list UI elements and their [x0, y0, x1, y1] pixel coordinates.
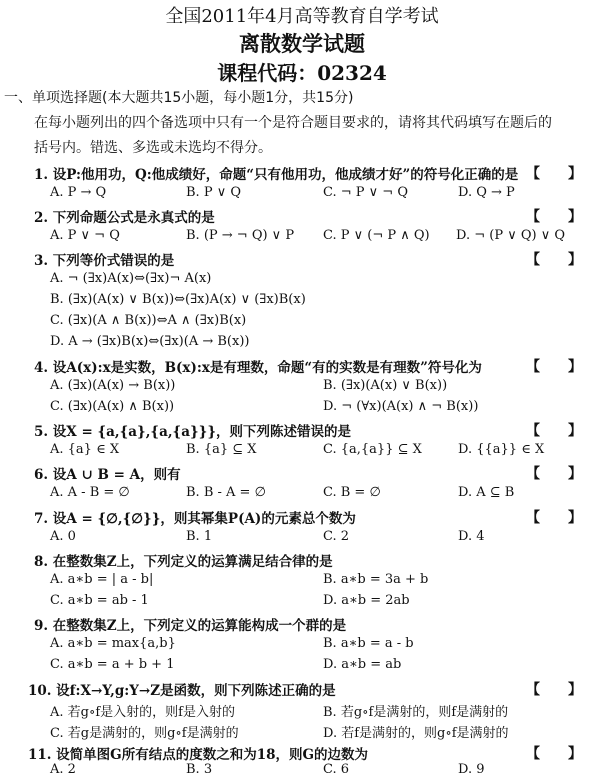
question-9-option-c: C. a∗b = a + b + 1 [50, 657, 175, 672]
question-6-stem: 6. 设A ∪ B = A，则有 [34, 467, 181, 483]
question-2-option-a: A. P ∨ ¬ Q [50, 228, 120, 243]
question-6-option-d: D. A ⊆ B [458, 485, 515, 500]
answer-bracket: 【 】 [526, 359, 582, 375]
question-9-option-a: A. a∗b = max{a,b} [50, 636, 176, 651]
question-6-option-b: B. B - A = ∅ [186, 485, 266, 500]
question-4-option-a: A. (∃x)(A(x) → B(x)) [50, 378, 176, 393]
question-9-option-b: B. a∗b = a - b [323, 636, 414, 651]
question-8-option-a: A. a∗b = | a - b| [50, 572, 154, 587]
question-10-option-a: A. 若g∘f是入射的，则f是入射的 [50, 705, 235, 720]
question-8-option-b: B. a∗b = 3a + b [323, 572, 429, 587]
question-9-option-d: D. a∗b = ab [323, 657, 402, 672]
section-heading: 一、单项选择题(本大题共15小题，每小题1分，共15分) [4, 90, 354, 106]
answer-bracket: 【 】 [526, 510, 582, 526]
question-4-option-b: B. (∃x)(A(x) ∨ B(x)) [323, 378, 448, 393]
answer-bracket: 【 】 [526, 252, 582, 268]
question-3-option-b: B. (∃x)(A(x) ∨ B(x))⇔(∃x)A(x) ∨ (∃x)B(x) [50, 292, 306, 307]
question-1-option-a: A. P → Q [50, 185, 107, 200]
question-8-option-c: C. a∗b = ab - 1 [50, 593, 149, 608]
question-2-stem: 2. 下列命题公式是永真式的是 [34, 210, 215, 226]
question-5-option-d: D. {{a}} ∈ X [458, 442, 545, 457]
exam-title-line: 全国2011年4月高等教育自学考试 [165, 6, 439, 27]
answer-bracket: 【 】 [526, 682, 582, 698]
question-2-option-c: C. P ∨ (¬ P ∧ Q) [323, 228, 430, 243]
answer-bracket: 【 】 [526, 209, 582, 225]
question-7-option-c: C. 2 [323, 529, 350, 544]
question-10-option-c: C. 若g是满射的，则g∘f是满射的 [50, 726, 239, 741]
question-7-option-a: A. 0 [50, 529, 76, 544]
answer-bracket: 【 】 [526, 466, 582, 482]
question-1-option-d: D. Q → P [458, 185, 515, 200]
question-5-stem: 5. 设X = {a,{a},{a,{a}}}，则下列陈述错误的是 [34, 424, 352, 440]
question-11-option-b: B. 3 [186, 762, 213, 777]
course-code: 课程代码：02324 [217, 61, 387, 85]
question-2-option-b: B. (P → ¬ Q) ∨ P [186, 228, 295, 243]
question-10-option-b: B. 若g∘f是满射的，则f是满射的 [323, 705, 509, 720]
question-8-stem: 8. 在整数集Z上，下列定义的运算满足结合律的是 [34, 554, 333, 570]
question-7-stem: 7. 设A = {∅,{∅}}，则其幂集P(A)的元素总个数为 [34, 511, 356, 527]
answer-bracket: 【 】 [526, 746, 582, 762]
question-10-option-d: D. 若f是满射的，则g∘f是满射的 [323, 726, 509, 741]
question-4-option-d: D. ¬ (∀x)(A(x) ∧ ¬ B(x)) [323, 399, 479, 414]
subject-title: 离散数学试题 [239, 31, 365, 56]
question-3-stem: 3. 下列等价式错误的是 [34, 253, 175, 269]
question-6-option-c: C. B = ∅ [323, 485, 381, 500]
question-11-option-d: D. 9 [458, 762, 485, 777]
question-7-option-b: B. 1 [186, 529, 213, 544]
question-1-stem: 1. 设P:他用功，Q:他成绩好，命题“只有他用功，他成绩才好”的符号化正确的是 [34, 167, 519, 183]
question-3-option-d: D. A → (∃x)B(x)⇔(∃x)(A → B(x)) [50, 334, 250, 349]
question-1-option-b: B. P ∨ Q [186, 185, 242, 200]
answer-bracket: 【 】 [526, 423, 582, 439]
question-10-stem: 10. 设f:X→Y,g:Y→Z是函数，则下列陈述正确的是 [28, 683, 336, 699]
question-11-option-c: C. 6 [323, 762, 350, 777]
question-4-option-c: C. (∃x)(A(x) ∧ B(x)) [50, 399, 175, 414]
question-3-option-c: C. (∃x)(A ∧ B(x))⇔A ∧ (∃x)B(x) [50, 313, 247, 328]
answer-bracket: 【 】 [526, 166, 582, 182]
question-8-option-d: D. a∗b = 2ab [323, 593, 410, 608]
question-4-stem: 4. 设A(x):x是实数，B(x):x是有理数，命题“有的实数是有理数”符号化为 [34, 360, 482, 376]
question-5-option-c: C. {a,{a}} ⊆ X [323, 442, 422, 457]
instruction-line-1: 在每小题列出的四个备选项中只有一个是符合题目要求的，请将其代码填写在题后的 [34, 115, 552, 131]
question-2-option-d: D. ¬ (P ∨ Q) ∨ Q [456, 228, 566, 243]
question-5-option-b: B. {a} ⊆ X [186, 442, 257, 457]
question-6-option-a: A. A - B = ∅ [50, 485, 130, 500]
question-3-option-a: A. ¬ (∃x)A(x)⇔(∃x)¬ A(x) [50, 271, 212, 286]
question-11-option-a: A. 2 [50, 762, 76, 777]
question-1-option-c: C. ¬ P ∨ ¬ Q [323, 185, 408, 200]
instruction-line-2: 括号内。错选、多选或未选均不得分。 [34, 140, 272, 156]
question-9-stem: 9. 在整数集Z上，下列定义的运算能构成一个群的是 [34, 618, 347, 634]
question-7-option-d: D. 4 [458, 529, 485, 544]
question-11-stem: 11. 设简单图G所有结点的度数之和为18，则G的边数为 [28, 747, 369, 763]
question-5-option-a: A. {a} ∈ X [50, 442, 120, 457]
